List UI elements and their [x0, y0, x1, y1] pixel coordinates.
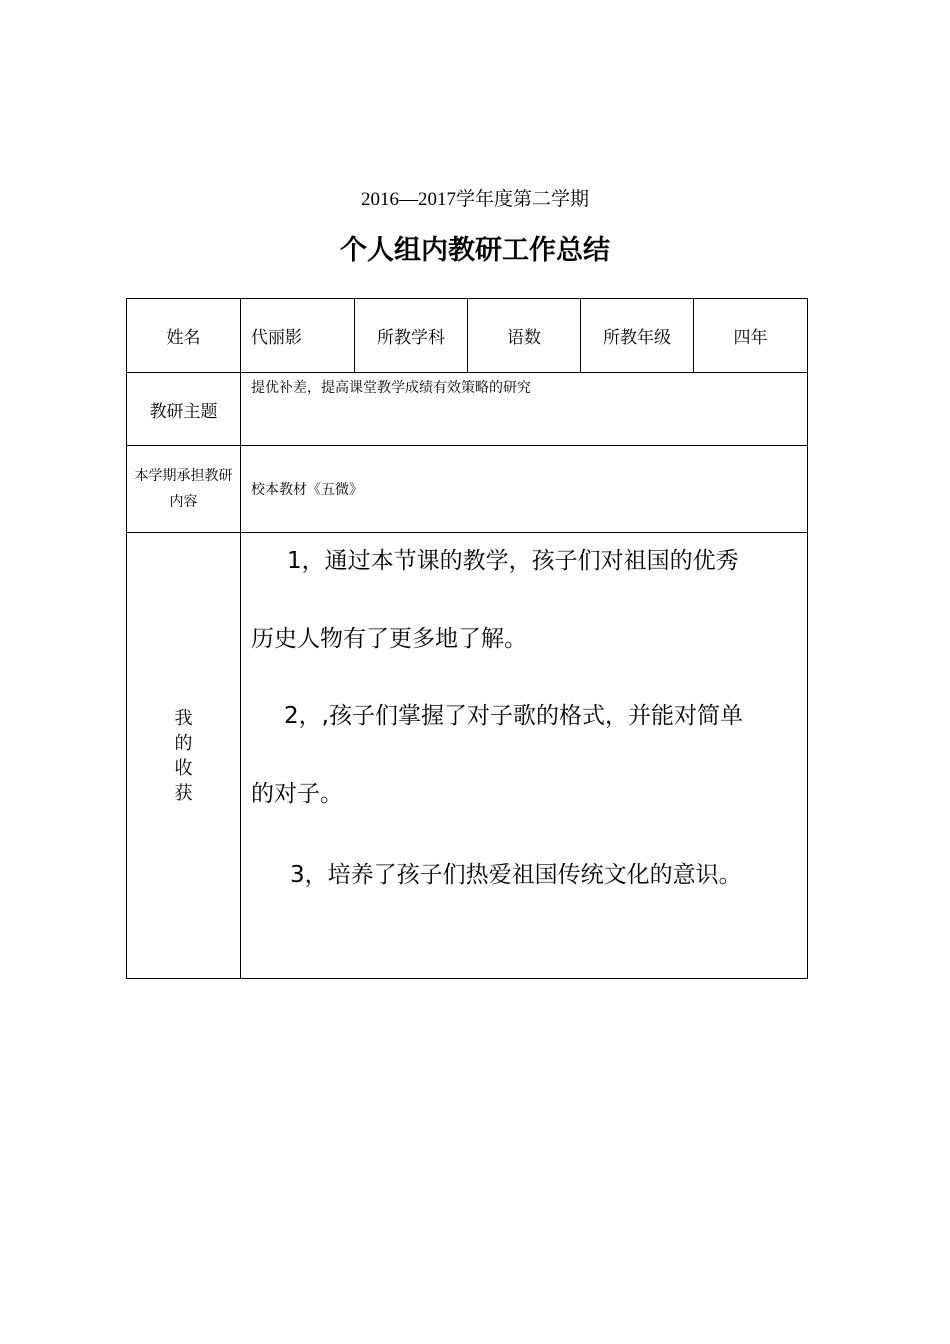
- topic-label: 教研主题: [127, 373, 241, 446]
- name-value: 代丽影: [241, 299, 355, 373]
- harvest-paragraph-2-line-2: 的对子。: [251, 781, 343, 807]
- harvest-label-char: 我: [174, 707, 193, 729]
- content-value: 校本教材《五微》: [241, 446, 808, 533]
- harvest-paragraph-3-line-1: 3，培养了孩子们热爱祖国传统文化的意识。: [290, 862, 742, 888]
- harvest-label-char: 获: [174, 782, 193, 804]
- harvest-paragraph-1-line-2: 历史人物有了更多地了解。: [251, 626, 527, 652]
- summary-table: [126, 298, 808, 979]
- harvest-paragraph-2-line-1: 2，,孩子们掌握了对子歌的格式，并能对简单: [284, 703, 743, 729]
- table-row: [127, 533, 808, 979]
- topic-value: 提优补差，提高课堂教学成绩有效策略的研究: [251, 380, 531, 396]
- grade-label: 所教年级: [581, 299, 694, 373]
- name-label: 姓名: [127, 299, 241, 373]
- table-row: [127, 373, 808, 446]
- grade-value: 四年: [694, 299, 808, 373]
- topic-cell: [241, 373, 808, 446]
- harvest-content: [241, 533, 808, 979]
- content-label: 本学期承担教研内容: [127, 446, 241, 533]
- harvest-label: [127, 533, 241, 979]
- harvest-label-char: 的: [174, 732, 193, 754]
- subject-value: 语数: [468, 299, 581, 373]
- subject-label: 所教学科: [355, 299, 468, 373]
- table-row: [127, 446, 808, 533]
- table-row: [127, 299, 808, 373]
- document-title: 个人组内教研工作总结: [340, 235, 610, 266]
- harvest-paragraph-1-line-1: 1，通过本节课的教学，孩子们对祖国的优秀: [287, 548, 739, 574]
- document-subtitle: 2016—2017学年度第二学期: [360, 189, 589, 210]
- harvest-label-char: 收: [174, 757, 193, 779]
